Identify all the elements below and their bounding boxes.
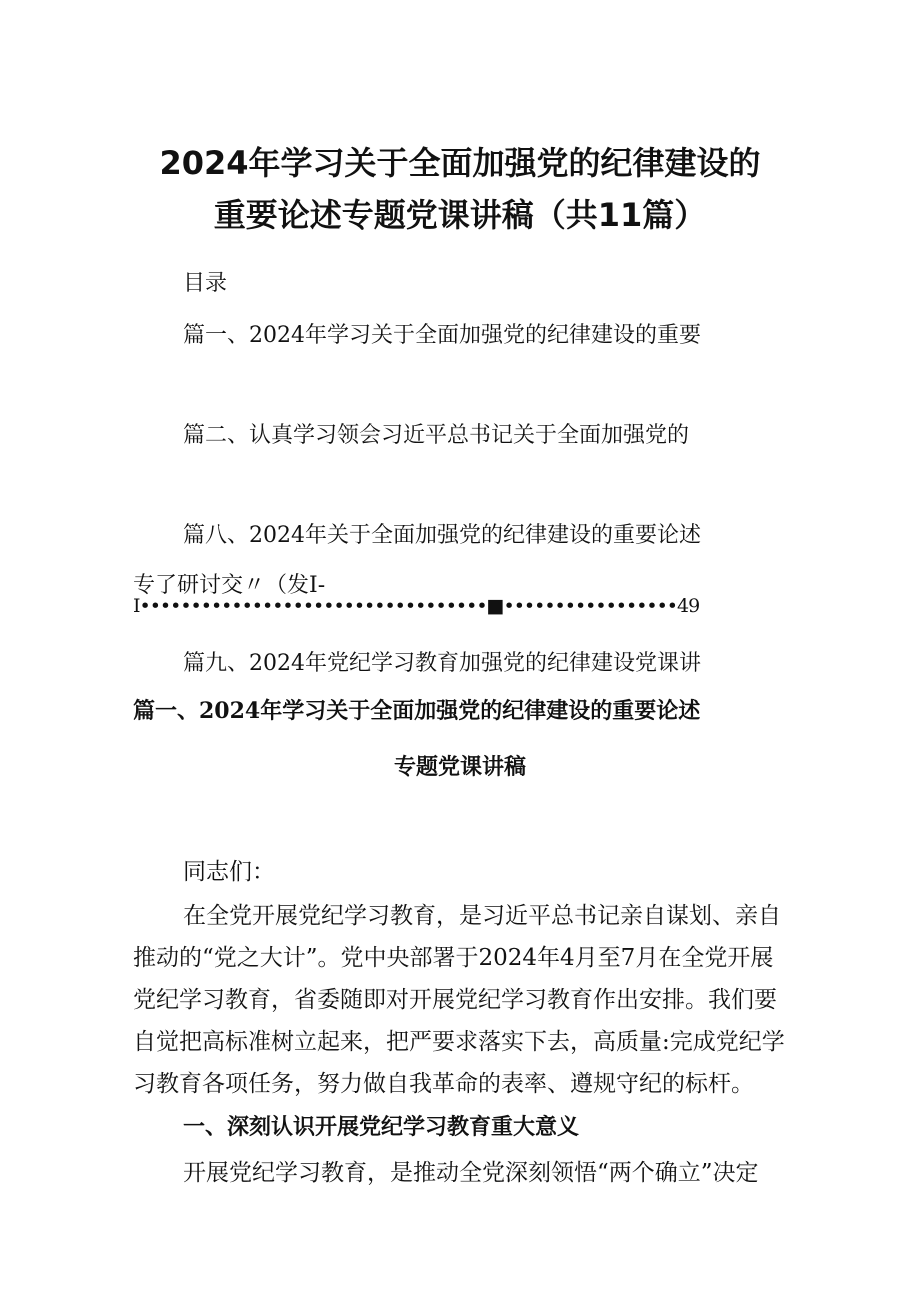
- toc-item-3[interactable]: 篇八、2024年关于全面加强党的纪律建设的重要论述: [183, 523, 701, 548]
- toc-item-4[interactable]: 篇九、2024年党纪学习教育加强党的纪律建设党课讲: [183, 651, 701, 676]
- paragraph-1-line-5: 习教育各项任务，努力做自我革命的表率、遵规守纪的标杆。: [133, 1071, 754, 1097]
- paragraph-1-line-4: 自觉把高标准树立起来，把严要求落实下去，高质量:完成党纪学: [133, 1029, 785, 1055]
- paragraph-2-line-1: 开展党纪学习教育，是推动全党深刻领悟“两个确立”决定: [183, 1160, 759, 1186]
- toc-item-1[interactable]: 篇一、2024年学习关于全面加强党的纪律建设的重要: [183, 323, 701, 348]
- subheading-1: 一、深刻认识开展党纪学习教育重大意义: [183, 1114, 580, 1140]
- toc-heading: 目录: [183, 271, 228, 296]
- salutation: 同志们：: [183, 859, 275, 885]
- paragraph-1-line-3: 党纪学习教育，省委随即对开展党纪学习教育作出安排。我们要: [133, 987, 777, 1013]
- toc-item-3-continuation: 专了研讨交〃（发I-: [133, 573, 326, 598]
- paragraph-1-line-2: 推动的“党之大计”。党中央部署于2024年4月至7月在全党开展: [133, 945, 774, 971]
- toc-item-3-leader: I••••••••••••••••••••••••••••••••••■•••••••••••••••••49: [133, 595, 700, 617]
- section-heading-line-2: 专题党课讲稿: [393, 754, 526, 780]
- toc-item-2[interactable]: 篇二、认真学习领会习近平总书记关于全面加强党的: [183, 423, 690, 448]
- document-title-line-1: 2024年学习关于全面加强党的纪律建设的: [159, 144, 761, 182]
- document-title-line-2: 重要论述专题党课讲稿（共11篇）: [213, 196, 707, 234]
- paragraph-1-line-1: 在全党开展党纪学习教育，是习近平总书记亲自谋划、亲自: [183, 903, 781, 929]
- section-heading-line-1: 篇一、2024年学习关于全面加强党的纪律建设的重要论述: [133, 698, 701, 724]
